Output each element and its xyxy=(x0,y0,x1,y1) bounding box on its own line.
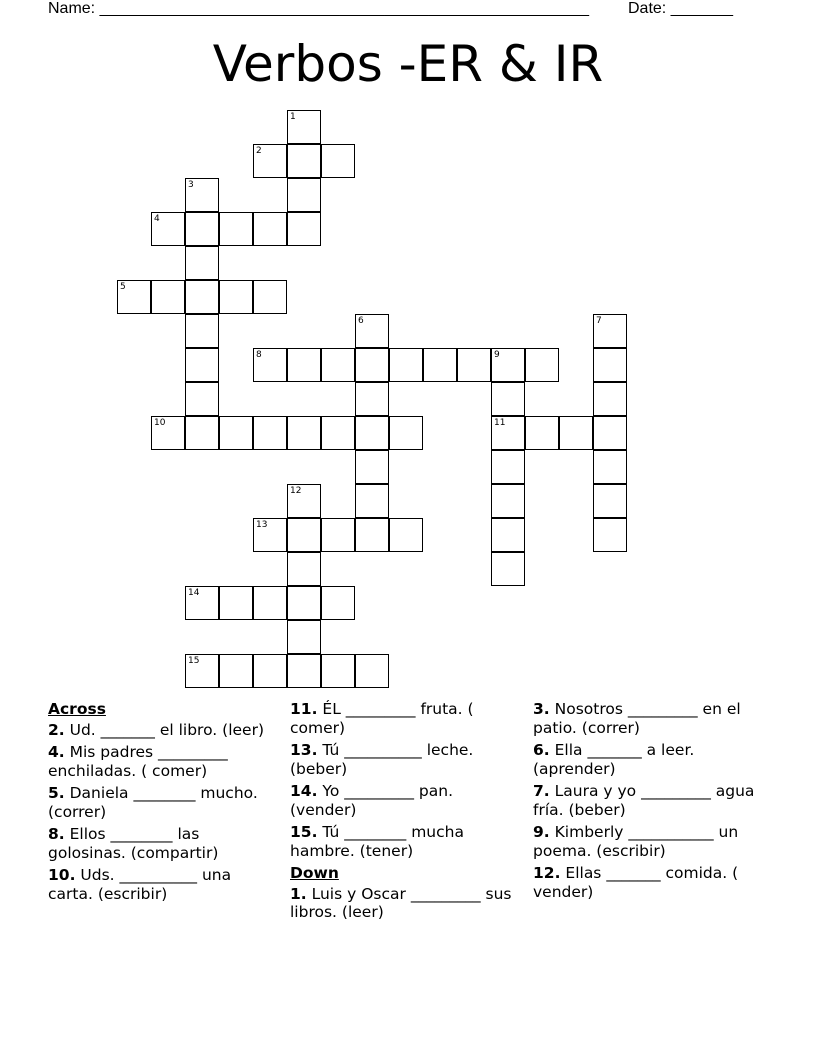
cell-number: 7 xyxy=(596,316,602,326)
grid-cell[interactable] xyxy=(389,348,423,382)
grid-cell[interactable] xyxy=(185,586,219,620)
grid-cell[interactable] xyxy=(593,348,627,382)
grid-cell[interactable] xyxy=(219,280,253,314)
clue-number: 13. xyxy=(290,741,318,759)
name-field[interactable]: Name: _______________________________________________________ xyxy=(48,0,589,17)
clue-down-1 xyxy=(290,885,512,922)
grid-cell[interactable] xyxy=(321,416,355,450)
grid-cell[interactable] xyxy=(355,314,389,348)
grid-cell[interactable] xyxy=(389,416,423,450)
grid-cell[interactable] xyxy=(185,382,219,416)
clue-text: ÉL _________ fruta. ( comer) xyxy=(290,700,474,737)
page-title: Verbos -ER & IR xyxy=(212,35,604,93)
cell-number: 11 xyxy=(494,418,506,428)
grid-cell[interactable] xyxy=(593,382,627,416)
across-heading: Across xyxy=(48,700,106,718)
grid-cell[interactable] xyxy=(321,348,355,382)
grid-cell[interactable] xyxy=(219,416,253,450)
grid-cell[interactable] xyxy=(219,212,253,246)
date-field[interactable]: Date: _______ xyxy=(628,0,733,17)
cell-number: 15 xyxy=(188,656,200,666)
clue-text: Yo _________ pan. (vender) xyxy=(290,782,453,819)
clue-text: Tú ________ mucha hambre. (tener) xyxy=(290,823,464,860)
grid-cell[interactable] xyxy=(491,348,525,382)
cell-number: 3 xyxy=(188,180,194,190)
clue-across-5 xyxy=(48,784,268,821)
clue-number: 12. xyxy=(533,864,561,882)
grid-cell[interactable] xyxy=(525,348,559,382)
clues-column-1 xyxy=(48,700,268,907)
clue-number: 11. xyxy=(290,700,318,718)
clue-across-15 xyxy=(290,823,512,860)
grid-cell[interactable] xyxy=(491,382,525,416)
clue-text: Ellos ________ las golosinas. (compartir) xyxy=(48,825,219,862)
grid-cell[interactable] xyxy=(151,212,185,246)
clue-number: 5. xyxy=(48,784,65,802)
grid-cell[interactable] xyxy=(593,518,627,552)
clue-down-7 xyxy=(533,782,763,819)
clue-number: 7. xyxy=(533,782,550,800)
grid-cell[interactable] xyxy=(253,654,287,688)
cell-number: 2 xyxy=(256,146,262,156)
grid-cell[interactable] xyxy=(355,382,389,416)
grid-cell[interactable] xyxy=(321,654,355,688)
clue-text: Ellas _______ comida. ( vender) xyxy=(533,864,739,901)
clue-number: 6. xyxy=(533,741,550,759)
clue-across-8 xyxy=(48,825,268,862)
grid-cell[interactable] xyxy=(219,586,253,620)
cell-number: 5 xyxy=(120,282,126,292)
grid-cell[interactable] xyxy=(185,212,219,246)
grid-cell[interactable] xyxy=(491,552,525,586)
grid-cell[interactable] xyxy=(287,144,321,178)
grid-cell[interactable] xyxy=(287,348,321,382)
clue-number: 10. xyxy=(48,866,76,884)
grid-cell[interactable] xyxy=(593,450,627,484)
clue-across-4 xyxy=(48,743,268,780)
clue-down-3 xyxy=(533,700,763,737)
clue-number: 15. xyxy=(290,823,318,841)
clue-across-14 xyxy=(290,782,512,819)
grid-cell[interactable] xyxy=(355,416,389,450)
grid-cell[interactable] xyxy=(253,144,287,178)
clue-number: 4. xyxy=(48,743,65,761)
grid-cell[interactable] xyxy=(185,348,219,382)
grid-cell[interactable] xyxy=(321,518,355,552)
clue-across-11 xyxy=(290,700,512,737)
grid-cell[interactable] xyxy=(287,178,321,212)
clue-text: Tú __________ leche. (beber) xyxy=(290,741,474,778)
grid-cell[interactable] xyxy=(389,518,423,552)
grid-cell[interactable] xyxy=(151,416,185,450)
clue-text: Kimberly ___________ un poema. (escribir) xyxy=(533,823,739,860)
grid-cell[interactable] xyxy=(185,314,219,348)
clue-number: 1. xyxy=(290,884,307,903)
grid-cell[interactable] xyxy=(355,484,389,518)
clue-number: 9. xyxy=(533,823,550,841)
grid-cell[interactable] xyxy=(525,416,559,450)
clue-text: Nosotros _________ en el patio. (correr) xyxy=(533,700,741,737)
clue-number: 3. xyxy=(533,700,550,718)
grid-cell[interactable] xyxy=(287,416,321,450)
cell-number: 8 xyxy=(256,350,262,360)
grid-cell[interactable] xyxy=(253,586,287,620)
grid-cell[interactable] xyxy=(185,280,219,314)
grid-cell[interactable] xyxy=(593,314,627,348)
grid-cell[interactable] xyxy=(491,416,525,450)
grid-cell[interactable] xyxy=(287,552,321,586)
grid-cell[interactable] xyxy=(423,348,457,382)
clue-text: Uds. __________ una carta. (escribir) xyxy=(48,866,232,903)
clue-down-12 xyxy=(533,864,763,901)
grid-cell[interactable] xyxy=(185,178,219,212)
grid-cell[interactable] xyxy=(253,518,287,552)
grid-cell[interactable] xyxy=(287,518,321,552)
cell-number: 13 xyxy=(256,520,268,530)
clue-across-2 xyxy=(48,721,268,740)
grid-cell[interactable] xyxy=(287,586,321,620)
clue-down-6 xyxy=(533,741,763,778)
clue-across-13 xyxy=(290,741,512,778)
grid-cell[interactable] xyxy=(593,416,627,450)
cell-number: 6 xyxy=(358,316,364,326)
grid-cell[interactable] xyxy=(287,212,321,246)
grid-cell[interactable] xyxy=(355,654,389,688)
grid-cell[interactable] xyxy=(355,348,389,382)
grid-cell[interactable] xyxy=(185,246,219,280)
grid-cell[interactable] xyxy=(593,484,627,518)
grid-cell[interactable] xyxy=(355,518,389,552)
clue-across-10 xyxy=(48,866,268,903)
grid-cell[interactable] xyxy=(253,348,287,382)
grid-cell[interactable] xyxy=(185,654,219,688)
clue-text: Ella _______ a leer. (aprender) xyxy=(533,741,695,778)
cell-number: 14 xyxy=(188,588,200,598)
grid-cell[interactable] xyxy=(287,484,321,518)
grid-cell[interactable] xyxy=(219,654,253,688)
grid-cell[interactable] xyxy=(185,416,219,450)
grid-cell[interactable] xyxy=(253,416,287,450)
clue-text: Luis y Oscar _________ sus libros. (leer) xyxy=(290,884,512,921)
cell-number: 1 xyxy=(290,112,296,122)
grid-cell[interactable] xyxy=(253,212,287,246)
down-heading: Down xyxy=(290,864,339,882)
grid-cell[interactable] xyxy=(287,654,321,688)
grid-cell[interactable] xyxy=(457,348,491,382)
grid-cell[interactable] xyxy=(491,518,525,552)
clue-down-9 xyxy=(533,823,763,860)
cell-number: 12 xyxy=(290,486,302,496)
cell-number: 9 xyxy=(494,350,500,360)
grid-cell[interactable] xyxy=(287,110,321,144)
clue-text: Daniela ________ mucho. (correr) xyxy=(48,784,258,821)
grid-cell[interactable] xyxy=(355,450,389,484)
grid-cell[interactable] xyxy=(117,280,151,314)
cell-number: 4 xyxy=(154,214,160,224)
clues-column-2 xyxy=(290,700,512,926)
clue-text: Laura y yo _________ agua fría. (beber) xyxy=(533,782,755,819)
grid-cell[interactable] xyxy=(491,450,525,484)
grid-cell[interactable] xyxy=(321,144,355,178)
cell-number: 10 xyxy=(154,418,166,428)
grid-cell[interactable] xyxy=(491,484,525,518)
clue-text: Ud. _______ el libro. (leer) xyxy=(69,720,265,739)
grid-cell[interactable] xyxy=(559,416,593,450)
clues-column-3 xyxy=(533,700,763,905)
clue-text: Mis padres _________ enchiladas. ( comer) xyxy=(48,743,228,780)
clue-number: 14. xyxy=(290,782,318,800)
grid-cell[interactable] xyxy=(287,620,321,654)
clue-number: 8. xyxy=(48,825,65,843)
grid-cell[interactable] xyxy=(321,586,355,620)
grid-cell[interactable] xyxy=(151,280,185,314)
clue-number: 2. xyxy=(48,720,65,739)
grid-cell[interactable] xyxy=(253,280,287,314)
